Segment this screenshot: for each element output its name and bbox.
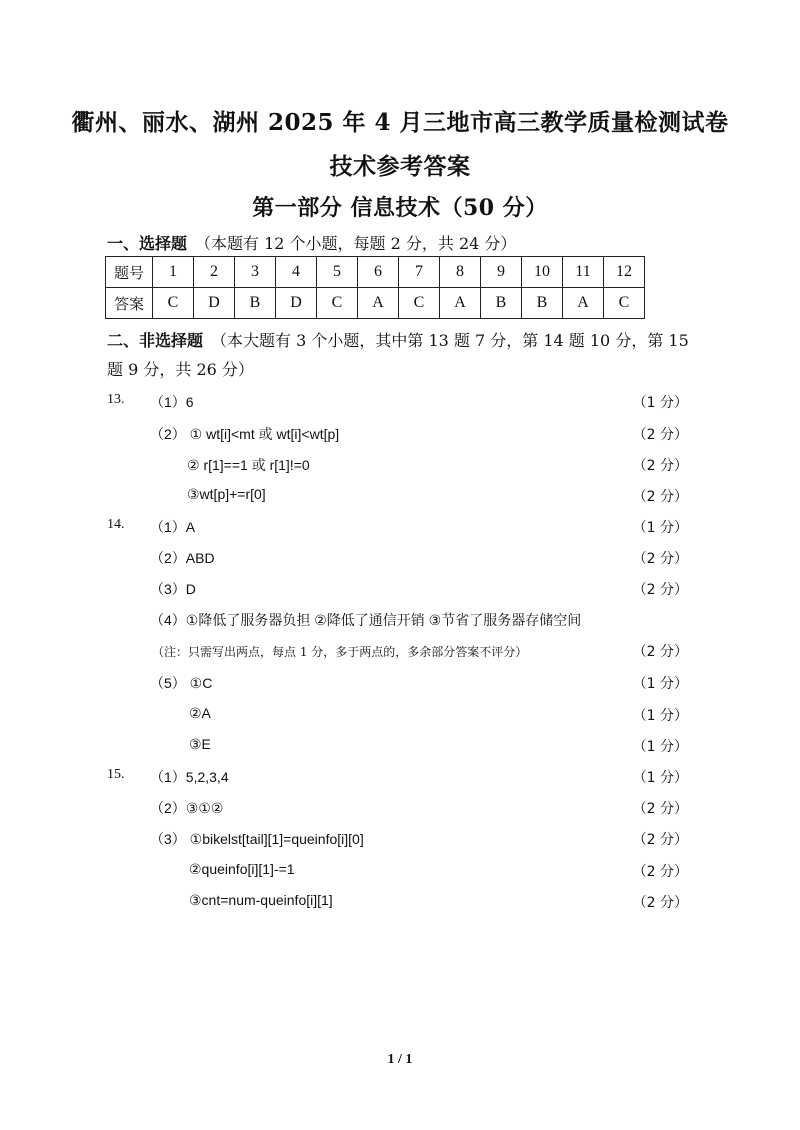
- q15-line: （2）③①②: [150, 800, 224, 816]
- question-number: 1: [153, 257, 194, 288]
- question-13-number: 13.: [107, 392, 125, 407]
- answer-cell: D: [194, 288, 235, 319]
- q15-line: ②queinfo[i][1]-=1: [189, 861, 295, 877]
- question-number: 5: [317, 257, 358, 288]
- q14-score: （1 分）: [632, 708, 688, 724]
- answer-cell: C: [604, 288, 645, 319]
- answer-table: [105, 256, 645, 319]
- q15-line: （3） ①bikelst[tail][1]=queinfo[i][0]: [150, 831, 364, 847]
- q13-score: （2 分）: [632, 489, 688, 505]
- q15-score: （2 分）: [632, 864, 688, 880]
- answer-cell: A: [358, 288, 399, 319]
- q14-score: （1 分）: [632, 520, 688, 536]
- q14-line: （3）D: [150, 581, 196, 597]
- q13-score: （2 分）: [632, 458, 688, 474]
- question-number: 2: [194, 257, 235, 288]
- question-15-number: 15.: [107, 767, 125, 782]
- section2-note: （本大题有 3 个小题，其中第 13 题 7 分，第 14 题 10 分，第 15 题 9 分，共 26 分）: [107, 331, 689, 379]
- document-subtitle: 技术参考答案: [329, 153, 471, 180]
- question-number: 9: [481, 257, 522, 288]
- question-14-number: 14.: [107, 517, 125, 532]
- answer-cell: C: [399, 288, 440, 319]
- q14-line: （2）ABD: [150, 550, 215, 566]
- q14-line: （5） ①C: [150, 675, 213, 691]
- answer-cell: C: [317, 288, 358, 319]
- question-number: 11: [563, 257, 604, 288]
- q14-line: （4）①降低了服务器负担 ②降低了通信开销 ③节省了服务器存储空间: [150, 612, 582, 628]
- row-label-answer: 答案: [106, 288, 153, 319]
- q13-line: ② r[1]==1 或 r[1]!=0: [187, 457, 310, 473]
- q15-score: （2 分）: [632, 832, 688, 848]
- section1-note: （本题有 12 个小题，每题 2 分，共 24 分）: [195, 234, 517, 253]
- question-number: 6: [358, 257, 399, 288]
- q13-score: （2 分）: [632, 427, 688, 443]
- row-label-number: 题号: [106, 257, 153, 288]
- q14-note: （注：只需写出两点，每点 1 分，多于两点的，多余部分答案不评分）: [152, 645, 528, 659]
- question-number: 3: [235, 257, 276, 288]
- question-number: 12: [604, 257, 645, 288]
- section1-heading-row: [107, 231, 516, 254]
- q13-line: （2） ① wt[i]<mt 或 wt[i]<wt[p]: [150, 426, 340, 442]
- answer-cell: A: [440, 288, 481, 319]
- answer-table-answer-row: [106, 288, 645, 319]
- answer-cell: A: [563, 288, 604, 319]
- question-number: 8: [440, 257, 481, 288]
- answer-cell: C: [153, 288, 194, 319]
- question-number: 7: [399, 257, 440, 288]
- q14-line: ②A: [189, 705, 211, 721]
- answer-table-number-row: [106, 257, 645, 288]
- document-title: 衢州、丽水、湖州 2025 年 4 月三地市高三教学质量检测试卷: [71, 109, 729, 136]
- q14-score: （2 分）: [632, 644, 688, 660]
- q14-score: （2 分）: [632, 582, 688, 598]
- answer-cell: B: [522, 288, 563, 319]
- q14-score: （1 分）: [632, 676, 688, 692]
- q15-line: ③cnt=num-queinfo[i][1]: [189, 892, 333, 908]
- answer-cell: B: [235, 288, 276, 319]
- q13-score: （1 分）: [632, 395, 688, 411]
- q14-line: ③E: [189, 736, 211, 752]
- q13-line: ③wt[p]+=r[0]: [187, 486, 266, 502]
- question-number: 4: [276, 257, 317, 288]
- page-number: 1 / 1: [387, 1052, 413, 1067]
- q14-score: （2 分）: [632, 551, 688, 567]
- q14-line: （1）A: [150, 519, 196, 535]
- q15-score: （1 分）: [632, 770, 688, 786]
- section1-heading: 一、选择题: [107, 234, 188, 253]
- answer-cell: B: [481, 288, 522, 319]
- q14-score: （1 分）: [632, 739, 688, 755]
- q15-score: （2 分）: [632, 895, 688, 911]
- q15-line: （1）5,2,3,4: [150, 769, 229, 785]
- q15-score: （2 分）: [632, 801, 688, 817]
- part-heading: 第一部分 信息技术（50 分）: [252, 195, 548, 221]
- question-number: 10: [522, 257, 563, 288]
- section2-heading-block: [107, 326, 697, 384]
- q13-line: （1）6: [150, 394, 194, 410]
- answer-cell: D: [276, 288, 317, 319]
- section2-heading: 二、非选择题: [107, 331, 204, 350]
